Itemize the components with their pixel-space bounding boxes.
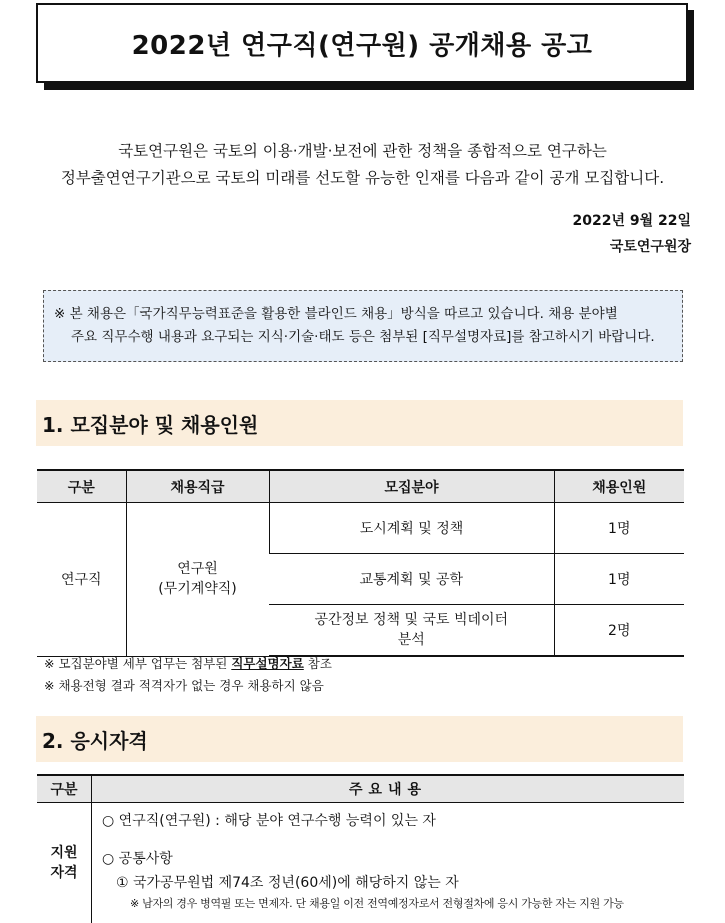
table-row [37,503,684,554]
field-cell: 교통계획 및 공학 [269,554,554,605]
count-cell: 2명 [554,605,684,657]
page-title: 2022년 연구직(연구원) 공개채용 공고 [132,25,593,62]
header-contents: 주요내용 [92,775,685,803]
eligibility-label [37,803,92,923]
count-cell: 1명 [554,503,684,554]
label-line-2: 자격 [37,863,91,883]
header-category: 구분 [37,775,92,803]
recruitment-table [37,469,684,657]
table-header-row [37,775,684,803]
eligibility-item-researcher: ○ 연구직(연구원) : 해당 분야 연구수행 능력이 있는 자 [102,809,684,833]
field-cell: 도시계획 및 정책 [269,503,554,554]
label-line-1: 지원 [37,843,91,863]
category-cell: 연구직 [37,503,126,657]
note-job-description [44,654,332,672]
section-heading-eligibility: 2. 응시자격 [36,716,683,762]
intro-line-1: 국토연구원은 국토의 이용·개발·보전에 관한 정책을 종합적으로 연구하는 [0,139,725,161]
grade-line-1: 연구원 [127,559,269,579]
header-count: 채용인원 [554,470,684,503]
note-suffix: 참조 [304,656,332,671]
field-cell [269,605,554,657]
header-category: 구분 [37,470,126,503]
eligibility-table [37,774,684,923]
notice-line-1: ※ 본 채용은「국가직무능력표준을 활용한 블라인드 채용」방식을 따르고 있습니다. 채용 분야별 [54,303,672,326]
grade-cell [126,503,269,657]
count-cell: 1명 [554,554,684,605]
eligibility-item-common: ○ 공통사항 [102,847,684,871]
header-field: 모집분야 [269,470,554,503]
note-no-qualified: ※ 채용전형 결과 적격자가 없는 경우 채용하지 않음 [44,676,324,694]
field-line-2: 분석 [269,630,554,650]
blind-hiring-notice [43,290,683,362]
eligibility-subitem-age: ① 국가공무원법 제74조 정년(60세)에 해당하지 않는 자 [102,871,684,895]
section-heading-recruitment: 1. 모집분야 및 채용인원 [36,400,683,446]
eligibility-note-military: ※ 남자의 경우 병역필 또는 면제자. 단 채용일 이전 전역예정자로서 전형절차에 응시 가능한 자는 지원 가능 [102,895,684,913]
table-header-row [37,470,684,503]
intro-line-2: 정부출연연구기관으로 국토의 미래를 선도할 유능한 인재를 다음과 같이 공개 모집합니다. [0,166,725,188]
header-grade: 채용직급 [126,470,269,503]
field-line-1: 공간정보 정책 및 국토 빅데이터 [269,610,554,630]
note-prefix: ※ 모집분야별 세부 업무는 첨부된 [44,656,231,671]
title-box [36,3,688,83]
eligibility-body [92,803,685,923]
notice-line-2: 주요 직무수행 내용과 요구되는 지식·기술·태도 등은 첨부된 [직무설명자료]를 참고하시기 바랍니다. [54,326,672,349]
table-row [37,803,684,923]
job-description-link-text: 직무설명자료 [231,656,303,671]
announcement-date: 2022년 9월 22일 [572,210,691,230]
grade-line-2: (무기계약직) [127,579,269,599]
issuer-name: 국토연구원장 [610,236,691,256]
